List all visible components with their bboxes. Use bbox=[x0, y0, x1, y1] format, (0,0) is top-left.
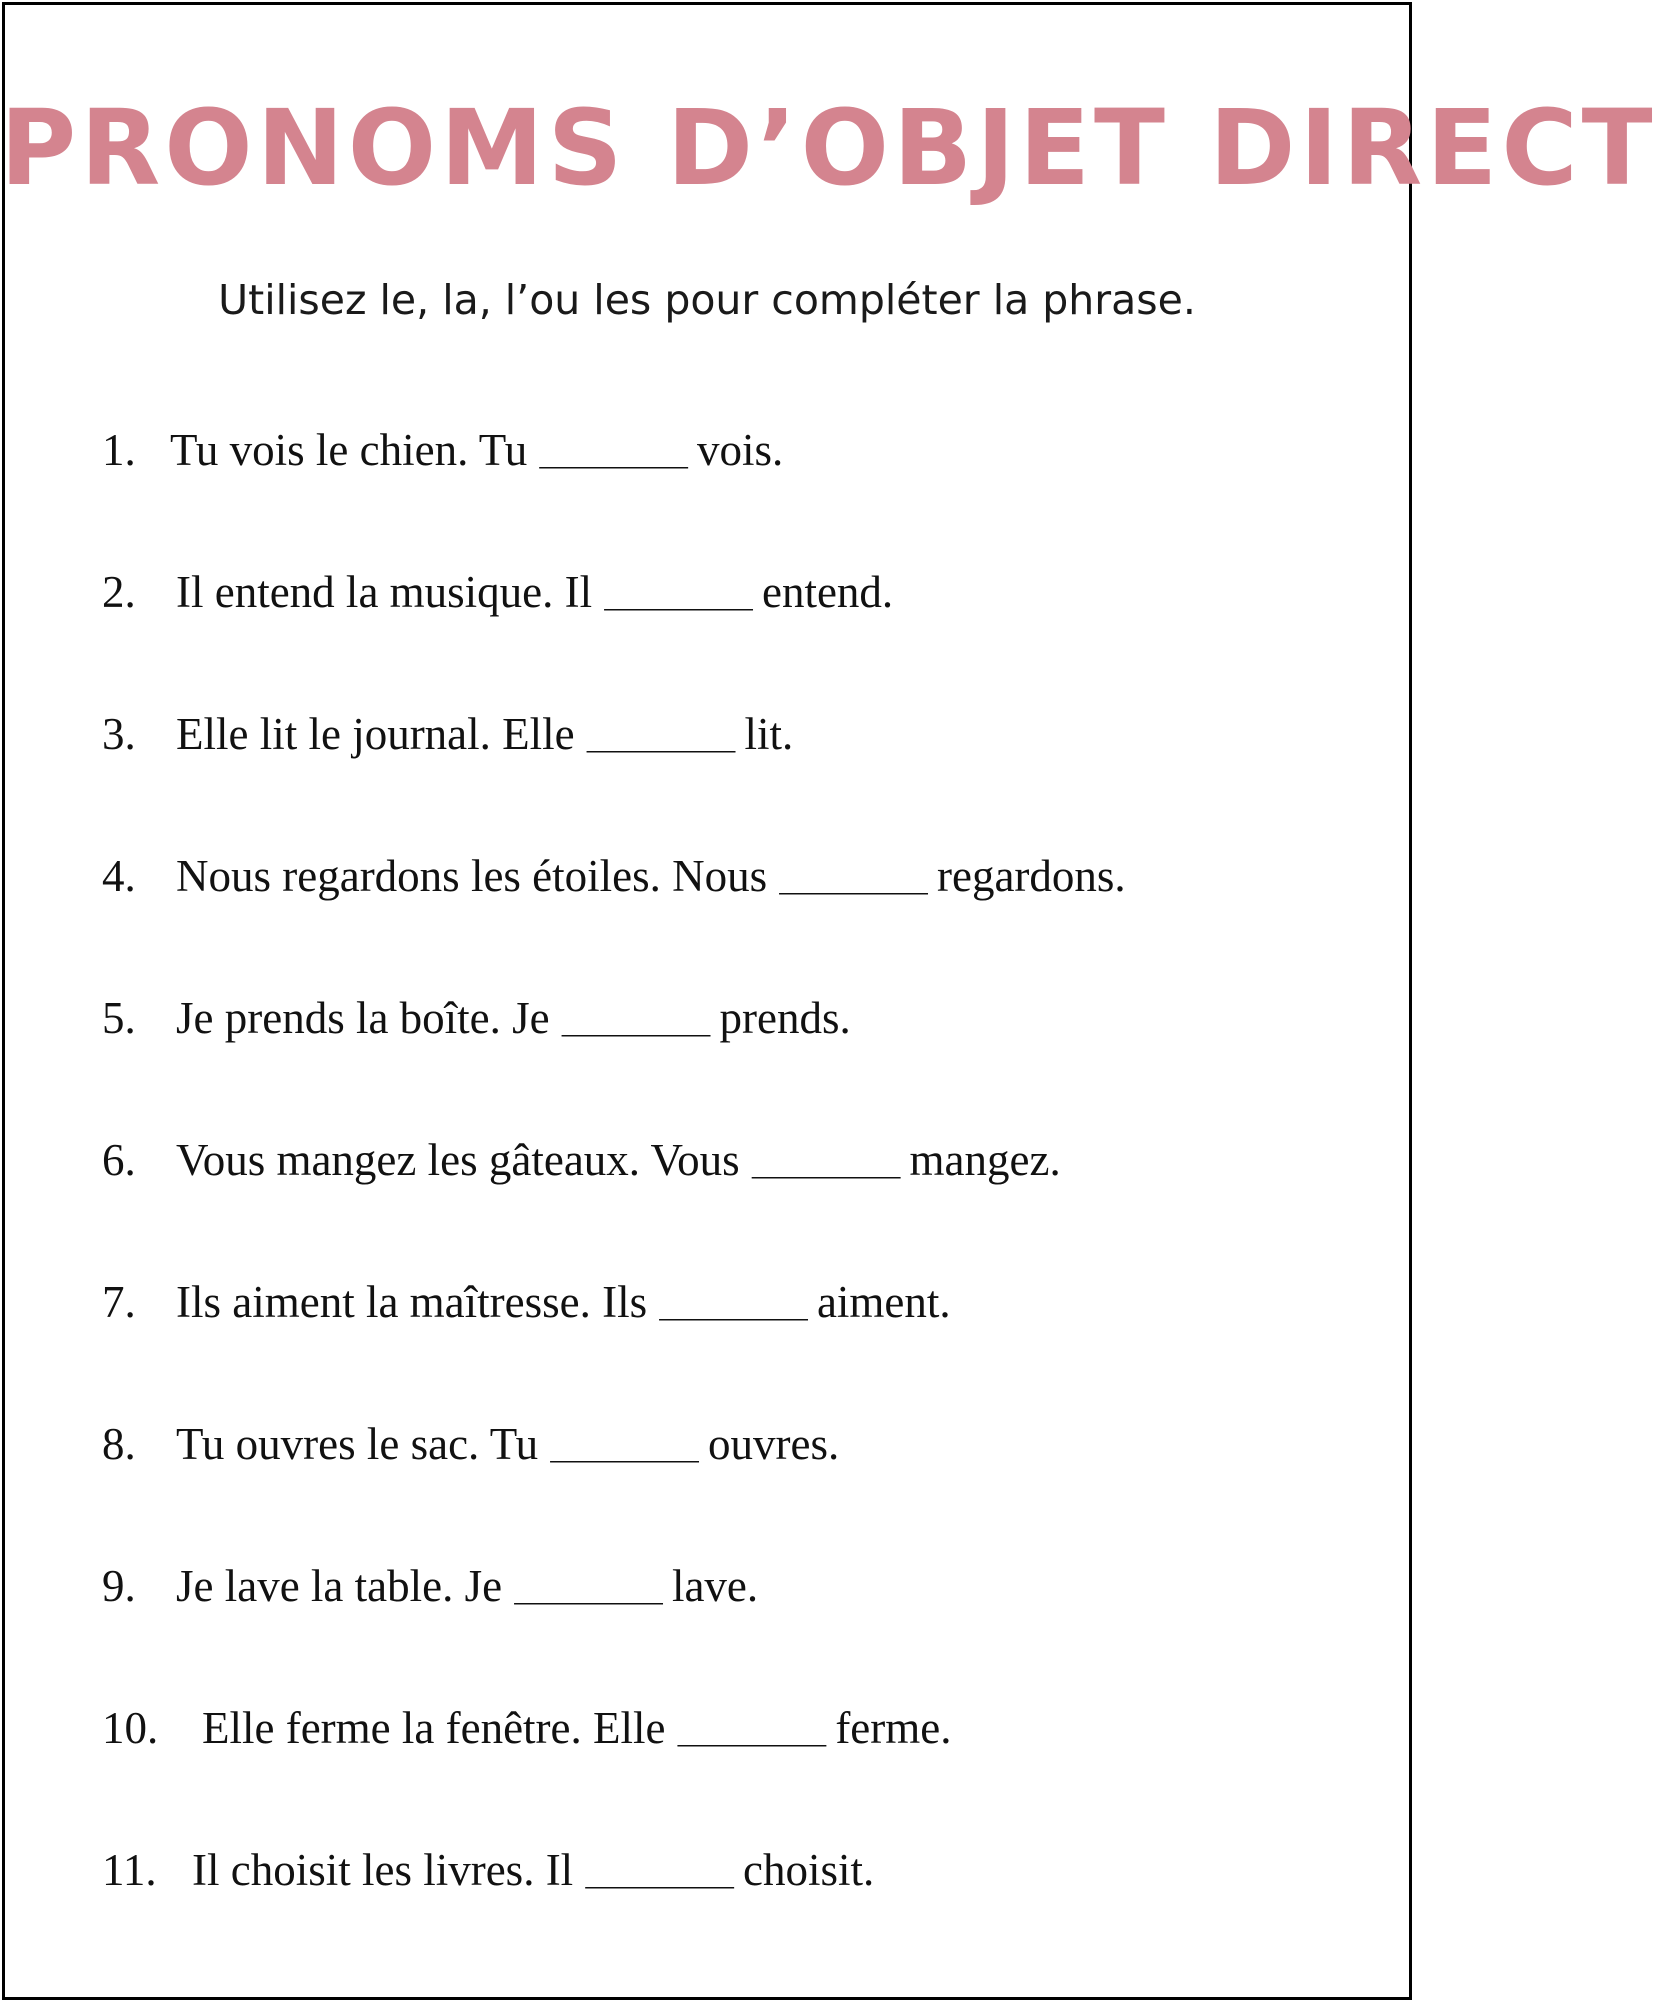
item-sentence: Je lave la table. Je bbox=[176, 1561, 503, 1611]
item-verb: aiment. bbox=[816, 1277, 951, 1327]
item-sentence: Tu ouvres le sac. Tu bbox=[176, 1419, 539, 1469]
item-sentence: Vous mangez les gâteaux. Vous bbox=[176, 1135, 740, 1185]
exercise-item bbox=[102, 562, 893, 622]
exercise-item bbox=[102, 988, 851, 1048]
answer-blank[interactable]: _________ bbox=[677, 1716, 824, 1753]
item-number: 8. bbox=[102, 1419, 136, 1469]
item-sentence: Je prends la boîte. Je bbox=[176, 993, 550, 1043]
exercise-item bbox=[102, 1130, 1061, 1190]
item-sentence: Elle lit le journal. Elle bbox=[176, 709, 575, 759]
item-verb: lave. bbox=[671, 1561, 759, 1611]
exercise-item bbox=[102, 1840, 874, 1900]
worksheet-title: PRONOMS D’OBJET DIRECT bbox=[0, 87, 1657, 209]
item-verb: vois. bbox=[697, 425, 784, 475]
item-number: 2. bbox=[102, 567, 136, 617]
answer-blank[interactable]: _________ bbox=[779, 864, 925, 901]
item-number: 7. bbox=[102, 1277, 136, 1327]
answer-blank[interactable]: _________ bbox=[561, 1006, 708, 1043]
exercise-item bbox=[102, 1272, 951, 1332]
exercise-item bbox=[102, 846, 1126, 906]
item-number: 6. bbox=[102, 1135, 136, 1185]
item-number: 3. bbox=[102, 709, 136, 759]
item-number: 1. bbox=[102, 425, 136, 475]
answer-blank[interactable]: _________ bbox=[550, 1432, 696, 1469]
answer-blank[interactable]: _________ bbox=[659, 1290, 805, 1327]
item-verb: regardons. bbox=[936, 851, 1126, 901]
item-verb: lit. bbox=[744, 709, 794, 759]
item-verb: ferme. bbox=[835, 1703, 952, 1753]
exercise-item bbox=[102, 1556, 758, 1616]
exercise-item bbox=[102, 420, 783, 480]
worksheet-instruction: Utilisez le, la, l’ou les pour compléter la phrase. bbox=[218, 276, 1196, 324]
item-number: 11. bbox=[102, 1845, 157, 1895]
answer-blank[interactable]: _________ bbox=[514, 1574, 660, 1611]
answer-blank[interactable]: _________ bbox=[604, 580, 750, 617]
answer-blank[interactable]: _________ bbox=[751, 1148, 898, 1185]
item-verb: mangez. bbox=[909, 1135, 1061, 1185]
item-verb: prends. bbox=[719, 993, 851, 1043]
item-sentence: Nous regardons les étoiles. Nous bbox=[176, 851, 768, 901]
item-verb: choisit. bbox=[743, 1845, 875, 1895]
answer-blank[interactable]: _________ bbox=[585, 1858, 732, 1895]
item-number: 5. bbox=[102, 993, 136, 1043]
item-verb: ouvres. bbox=[707, 1419, 840, 1469]
answer-blank[interactable]: _________ bbox=[539, 438, 686, 475]
item-verb: entend. bbox=[761, 567, 894, 617]
answer-blank[interactable]: _________ bbox=[586, 722, 733, 759]
item-sentence: Ils aiment la maîtresse. Ils bbox=[176, 1277, 648, 1327]
item-sentence: Tu vois le chien. Tu bbox=[170, 425, 528, 475]
item-number: 4. bbox=[102, 851, 136, 901]
exercise-item bbox=[102, 704, 793, 764]
item-number: 10. bbox=[102, 1703, 159, 1753]
item-number: 9. bbox=[102, 1561, 136, 1611]
exercise-item bbox=[102, 1414, 839, 1474]
exercise-item bbox=[102, 1698, 951, 1758]
item-sentence: Il entend la musique. Il bbox=[176, 567, 593, 617]
item-sentence: Elle ferme la fenêtre. Elle bbox=[202, 1703, 666, 1753]
item-sentence: Il choisit les livres. Il bbox=[192, 1845, 574, 1895]
